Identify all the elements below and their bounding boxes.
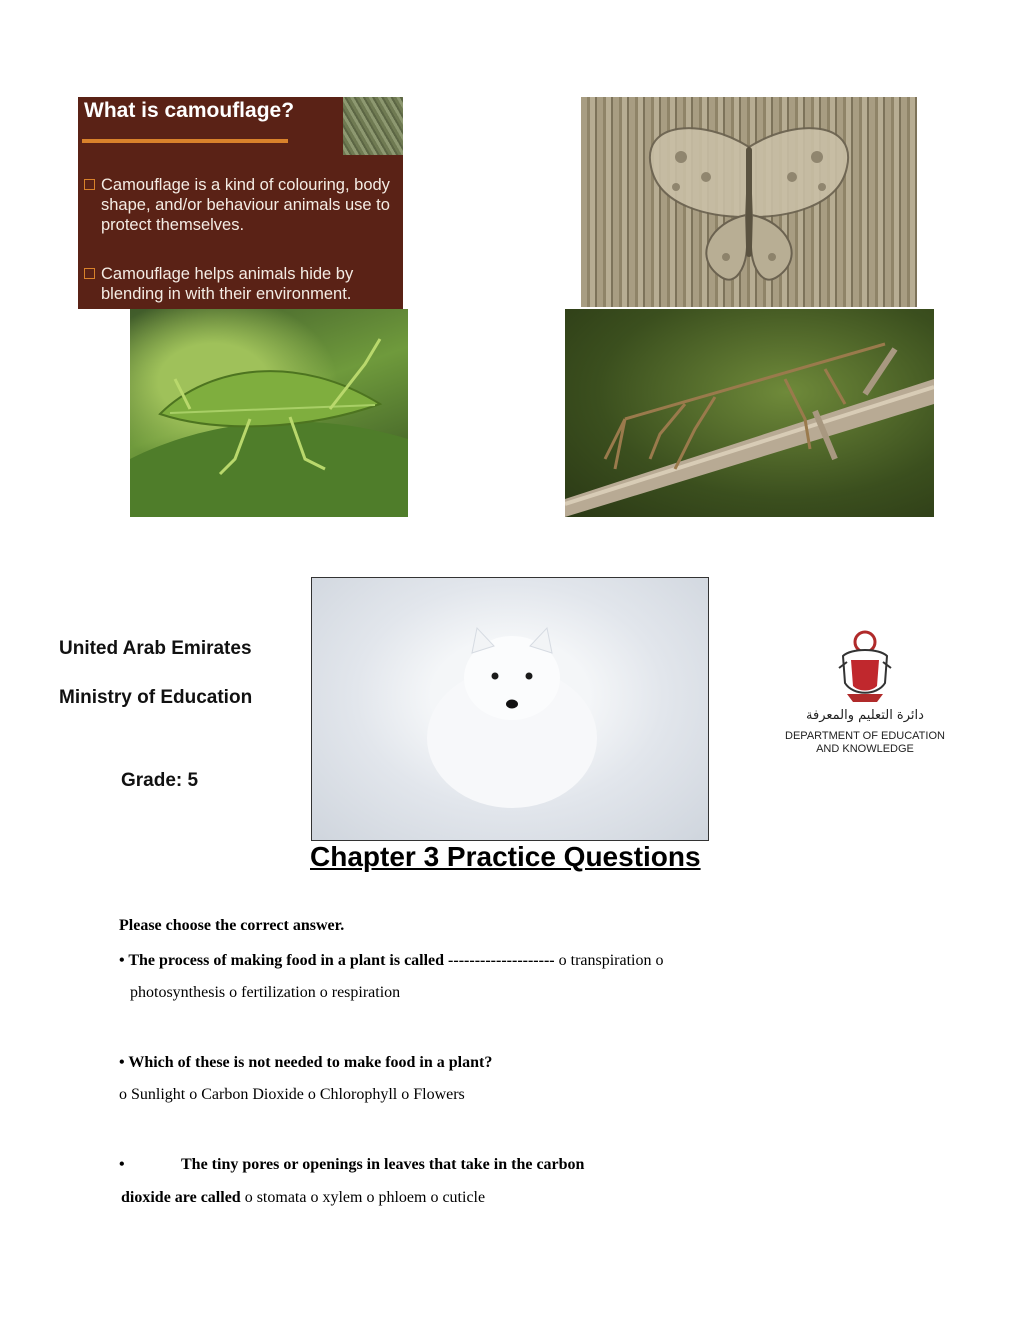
question-3-options: o stomata o xylem o phloem o cuticle — [240, 1189, 486, 1206]
question-3-cont: dioxide are called o stomata o xylem o phloem o cuticle — [121, 1189, 486, 1206]
question-3-stem: The tiny pores or openings in leaves that take in the carbon — [181, 1156, 585, 1173]
camouflage-slide-image — [78, 97, 403, 309]
country-label: United Arab Emirates — [59, 638, 252, 659]
chapter-title: Chapter 3 Practice Questions — [310, 841, 701, 872]
question-1-stem: • The process of making food in a plant is called -------------------- — [119, 952, 555, 969]
grade-label: Grade: 5 — [121, 770, 199, 791]
question-2-options: o Sunlight o Carbon Dioxide o Chlorophyll o Flowers — [119, 1086, 465, 1103]
butterfly-photo — [581, 97, 917, 307]
department-emblem — [785, 628, 945, 760]
checkbox-bullet-icon — [84, 268, 95, 279]
question-1-options-cont: photosynthesis o fertilization o respiration — [130, 984, 401, 1001]
butterfly-illustration — [581, 97, 917, 307]
question-1-options: o transpiration o — [554, 952, 664, 969]
stick-insect-illustration — [565, 309, 934, 517]
ministry-label: Ministry of Education — [59, 687, 253, 708]
question-2-stem: • Which of these is not needed to make food in a plant? — [119, 1054, 493, 1071]
department-english-name: DEPARTMENT OF EDUCATION AND KNOWLEDGE — [785, 730, 945, 755]
question-3-bullet: • — [119, 1156, 125, 1173]
instructions: Please choose the correct answer. — [119, 917, 345, 934]
question-1 — [119, 952, 664, 970]
leaf-insect-illustration — [130, 309, 408, 517]
leaf-insect-photo — [130, 309, 408, 517]
arctic-fox-illustration — [312, 578, 708, 840]
slide-bullet: Camouflage is a kind of colouring, body shape, and/or behaviour animals use to protect themselves. — [84, 175, 400, 235]
stick-insect-photo — [565, 309, 934, 517]
checkbox-bullet-icon — [84, 179, 95, 190]
department-arabic-name: دائرة التعليم والمعرفة — [806, 708, 924, 723]
slide-title: What is camouflage? — [84, 99, 295, 122]
falcon-emblem-icon — [837, 628, 893, 706]
slide-thumbnail — [343, 97, 403, 155]
arctic-fox-photo — [311, 577, 709, 841]
slide-divider — [82, 139, 288, 143]
slide-bullet: Camouflage helps animals hide by blending in with their environment. — [84, 264, 400, 304]
